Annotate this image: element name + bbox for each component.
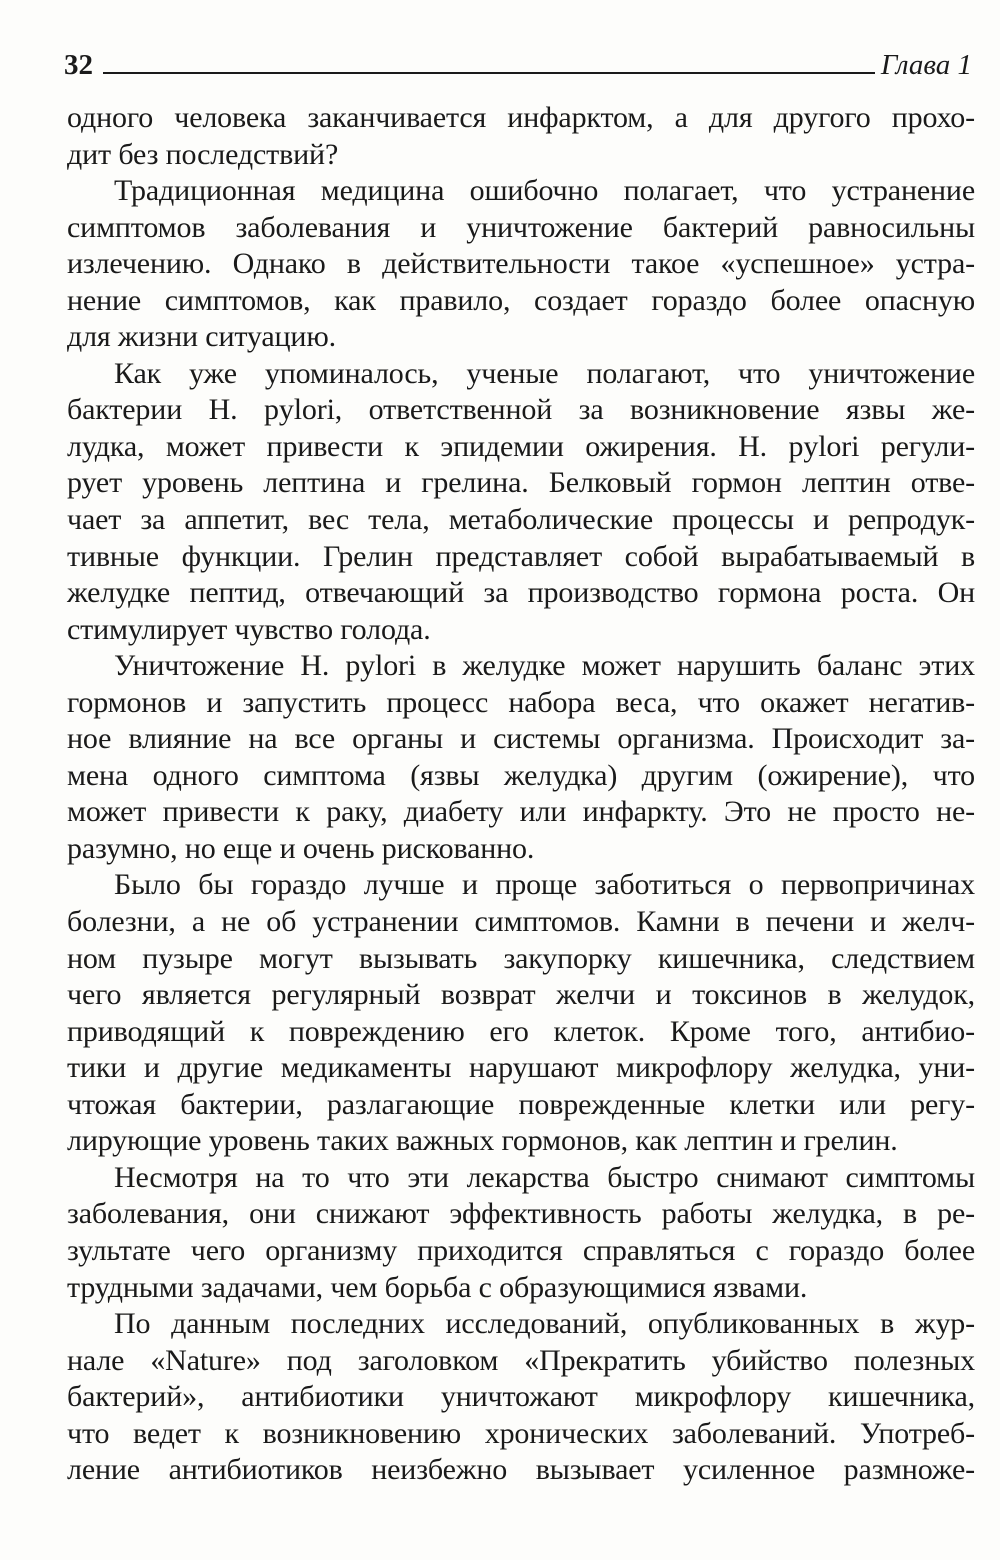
text-line: нале «Nature» под заголовком «Прекратить убийство полезных: [67, 1343, 975, 1377]
page-number: 32: [64, 49, 93, 81]
text-line: симптомов заболевания и уничтожение бактерий равносильны: [67, 210, 975, 244]
text-line: стимулирует чувство голода.: [67, 612, 431, 646]
paragraph: [67, 867, 975, 1159]
paragraph: [67, 100, 975, 173]
text-line: рует уровень лептина и грелина. Белковый гормон лептин отве-: [67, 466, 975, 500]
text-line: заболевания, они снижают эффективность работы желудка, в ре-: [67, 1197, 975, 1231]
text-line: ное влияние на все органы и системы организма. Происходит за-: [67, 722, 975, 756]
text-line: желудке пептид, отвечающий за производство гормона роста. Он: [67, 576, 975, 610]
chapter-title: Глава 1: [880, 49, 972, 81]
text-line: что ведет к возникновению хронических заболеваний. Употреб-: [67, 1416, 975, 1450]
text-line: одного человека заканчивается инфарктом, а для другого прохо-: [67, 101, 975, 134]
text-line: приводящий к повреждению его клеток. Кроме того, антибио-: [67, 1014, 975, 1048]
text-line: разумно, но еще и очень рискованно.: [67, 831, 535, 865]
paragraph: [67, 1306, 975, 1489]
text-line: чего является регулярный возврат желчи и токсинов в желудок,: [67, 978, 975, 1012]
text-line: лудка, может привести к эпидемии ожирения. H. pylori регули-: [67, 429, 975, 463]
running-header: [64, 40, 972, 80]
text-line: Несмотря на то что эти лекарства быстро снимают симптомы: [114, 1160, 975, 1194]
text-line: лирующие уровень таких важных гормонов, как лептин и грелин.: [67, 1124, 898, 1158]
text-line: мена одного симптома (язвы желудка) другим (ожирение), что: [67, 758, 975, 792]
paragraph: [67, 1160, 975, 1306]
text-line: тики и другие медикаменты нарушают микрофлору желудка, уни-: [67, 1051, 975, 1085]
text-line: Было бы гораздо лучше и проще заботиться о первопричинах: [114, 868, 975, 902]
text-line: трудными задачами, чем борьба с образующимися язвами.: [67, 1270, 808, 1304]
text-line: болезни, а не об устранении симптомов. Камни в печени и желч-: [67, 905, 975, 939]
text-line: зультате чего организму приходится справляться с гораздо более: [67, 1233, 975, 1267]
text-line: чтожая бактерии, разлагающие поврежденные клетки или регу-: [67, 1087, 975, 1121]
text-line: Как уже упоминалось, ученые полагают, что уничтожение: [114, 356, 975, 390]
text-line: чает за аппетит, вес тела, метаболические процессы и репродук-: [67, 503, 975, 537]
text-line: Уничтожение H. pylori в желудке может нарушить баланс этих: [114, 649, 975, 683]
text-line: бактерии H. pylori, ответственной за возникновение язвы же-: [67, 393, 975, 427]
text-line: излечению. Однако в действительности такое «успешное» устра-: [67, 247, 975, 281]
text-line: для жизни ситуацию.: [67, 320, 336, 354]
header-rule: [103, 72, 875, 74]
text-line: Традиционная медицина ошибочно полагает, что устранение: [114, 174, 975, 208]
text-line: дит без последствий?: [67, 137, 339, 171]
text-line: гормонов и запустить процесс набора веса, что окажет негатив-: [67, 685, 975, 719]
body-text: [67, 100, 975, 1489]
text-line: может привести к раку, диабету или инфаркту. Это не просто не-: [67, 795, 975, 829]
text-line: нение симптомов, как правило, создает гораздо более опасную: [67, 283, 975, 317]
text-line: бактерий», антибиотики уничтожают микрофлору кишечника,: [67, 1380, 975, 1414]
paragraph: [67, 173, 975, 356]
paragraph: [67, 356, 975, 648]
text-line: тивные функции. Грелин представляет собой вырабатываемый в: [67, 539, 975, 573]
text-line: ление антибиотиков неизбежно вызывает усиленное размноже-: [67, 1453, 975, 1487]
text-line: ном пузыре могут вызывать закупорку кишечника, следствием: [67, 941, 975, 975]
paragraph: [67, 648, 975, 867]
text-line: По данным последних исследований, опубликованных в жур-: [114, 1307, 975, 1341]
